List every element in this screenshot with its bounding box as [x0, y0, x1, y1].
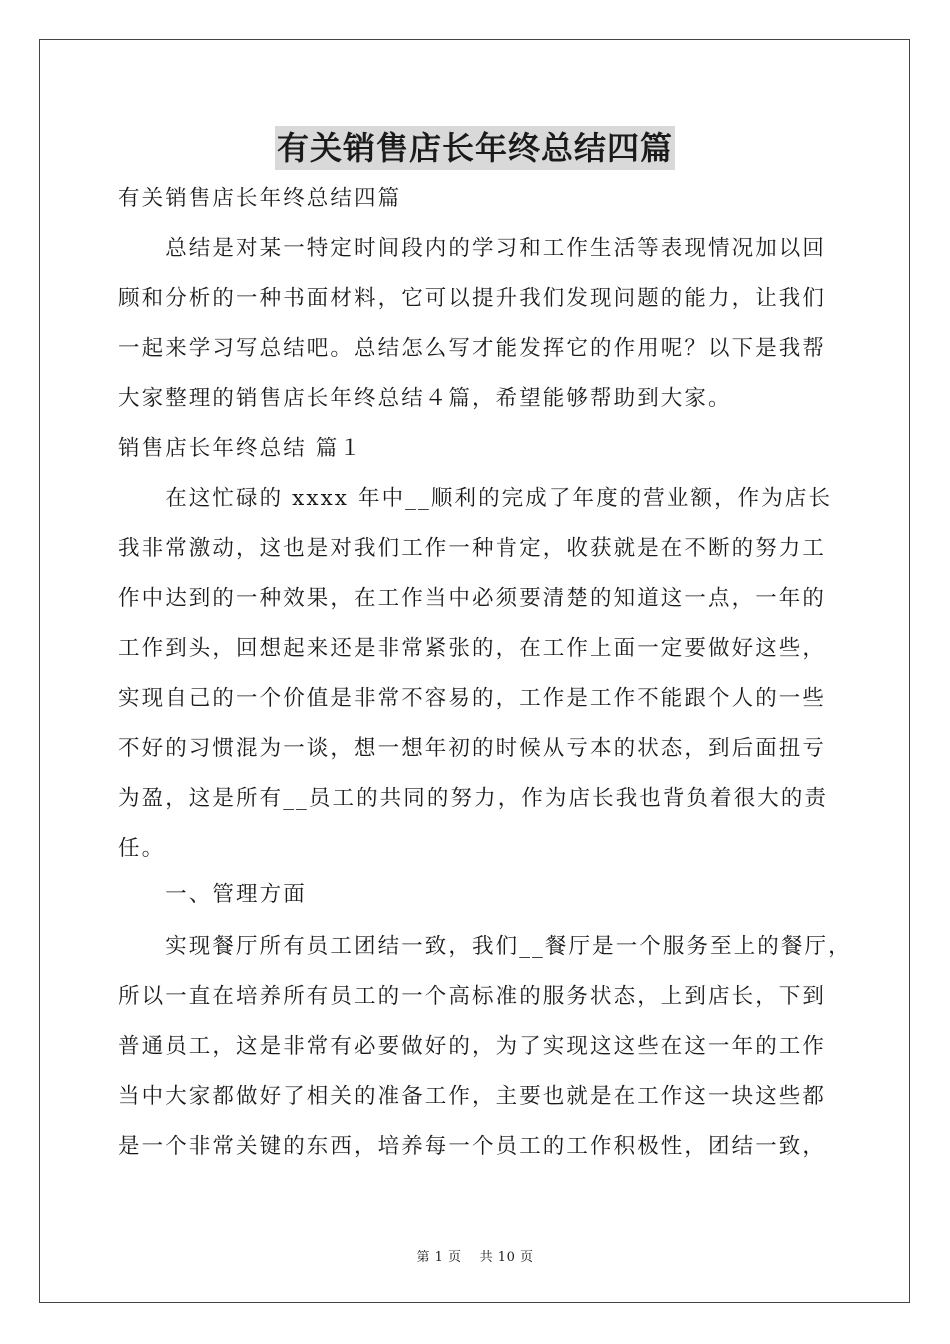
text-line: 顾和分析的一种书面材料，它可以提升我们发现问题的能力，让我们: [118, 286, 827, 311]
text-line: 实现餐厅所有员工团结一致，我们__餐厅是一个服务至上的餐厅，: [118, 934, 852, 959]
text-line: 总结是对某一特定时间段内的学习和工作生活等表现情况加以回: [118, 236, 827, 261]
text-line: 作中达到的一种效果，在工作当中必须要清楚的知道这一点，一年的: [118, 586, 827, 611]
text-line: 我非常激动，这也是对我们工作一种肯定，收获就是在不断的努力工: [118, 536, 827, 561]
text-line: 为盈，这是所有__员工的共同的努力，作为店长我也背负着很大的责: [118, 786, 829, 811]
text-line: 不好的习惯混为一谈，想一想年初的时候从亏本的状态，到后面扭亏: [118, 736, 827, 761]
text-line: 一起来学习写总结吧。总结怎么写才能发挥它的作用呢？以下是我帮: [118, 336, 827, 361]
text-line: 任。: [118, 836, 166, 861]
page-border: [39, 39, 910, 1303]
text-line: 是一个非常关键的东西，培养每一个员工的工作积极性，团结一致，: [118, 1134, 827, 1159]
document-title: 有关销售店长年终总结四篇: [275, 126, 675, 170]
text-line: 工作到头，回想起来还是非常紧张的，在工作上面一定要做好这些，: [118, 636, 827, 661]
subtitle-line: 有关销售店长年终总结四篇: [118, 186, 402, 211]
page-number: 第 1 页 共 10 页: [416, 1250, 534, 1265]
text-line: 当中大家都做好了相关的准备工作，主要也就是在工作这一块这些都: [118, 1084, 827, 1109]
subsection-heading: 一、管理方面: [118, 882, 307, 907]
text-line: 普通员工，这是非常有必要做好的，为了实现这这些在这一年的工作: [118, 1034, 827, 1059]
text-line: 所以一直在培养所有员工的一个高标准的服务状态，上到店长，下到: [118, 984, 827, 1009]
text-line: 实现自己的一个价值是非常不容易的，工作是工作不能跟个人的一些: [118, 686, 827, 711]
text-line: 在这忙碌的 xxxx 年中__顺利的完成了年度的营业额，作为店长: [118, 486, 833, 511]
title-block: [0, 126, 950, 170]
section-heading: 销售店长年终总结 篇１: [118, 436, 363, 461]
text-line: 大家整理的销售店长年终总结４篇，希望能够帮助到大家。: [118, 386, 732, 411]
